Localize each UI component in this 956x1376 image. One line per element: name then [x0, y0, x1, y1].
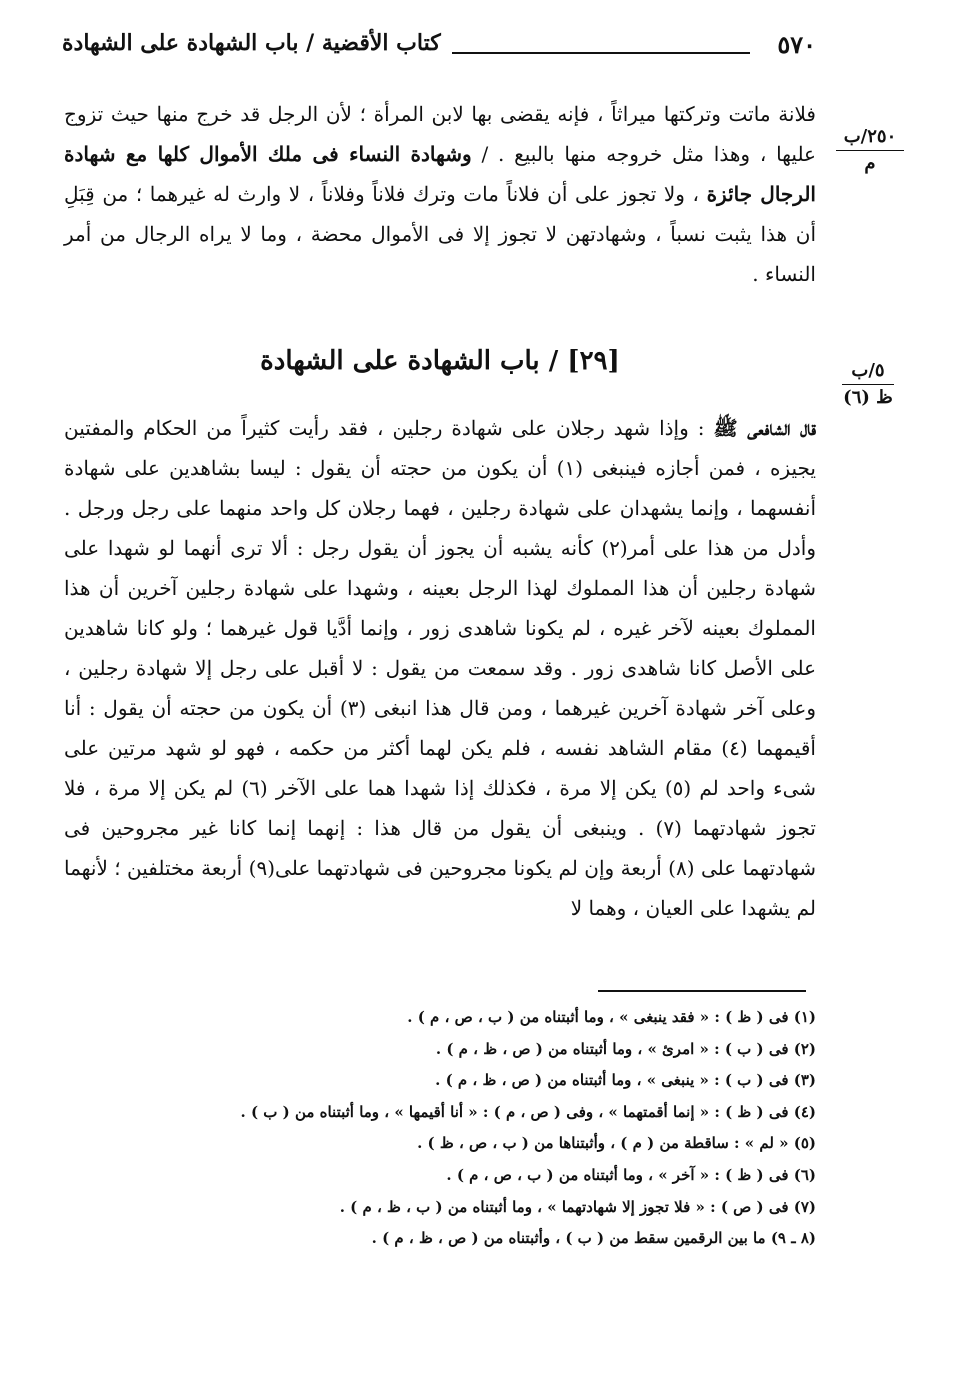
margin-note-1-top: ٢٥٠/ب [843, 126, 897, 147]
footnote: (٥) « لم » : ساقطة من ( م ) ، وأثبتناها من ( ب ، ص ، ظ ) . [417, 1134, 816, 1153]
running-header-title: كتاب الأقضية / باب الشهادة على الشهادة [62, 30, 441, 56]
speaker-attribution: قال الشافعى ﷺ [713, 416, 816, 440]
opening-paragraph [64, 94, 816, 294]
paragraph-text: فلانة ماتت وتركتها ميراثاً ، فإنه يقضى بها لابن المرأة ؛ لأن الرجل قد خرج منها حيث تزوج عليها ، وهذا مثل خروجه منها بالبيع . / [64, 102, 816, 166]
margin-note-2-top: ٥/ب [851, 360, 885, 381]
page-number: ٥٧٠ [777, 30, 816, 59]
main-paragraph-text: : وإذا شهد رجلان على شهادة رجلين ، فقد رأيت كثيراً من الحكام والمفتين يجيزه ، فمن أجازه فينبغى (١) أن يكون من حجته أن يقول : ليسا بشاهدين على شهادة أنفسهما ، وإنما يشهدان على شهادة رجلين ، فهما رجلان كل واحد منهما على رجل ورجل . وأدل من هذا على أمر(٢) كأنه يشبه أن يجوز أن يقول رجل : ألا ترى أنهما لو شهدا على شهادة رجلين أن هذا المملوك لهذا الرجل بعينه ، وشهدا على شهادة رجلين آخرين أن هذا المملوك بعينه لآخر غيره ، لم يكونا شاهدى زور ، وإنما أدَّيا قول غيرهما ؛ ولو كانا شاهدين على الأصل كانا شاهدى زور . وقد سمعت من يقول : لا أقبل على رجل إلا شهادة رجلين ، وعلى آخر شهادة آخرين غيرهما ، ومن قال هذا انبغى (٣) أن يكون من حجته أن يقول : أنا أقيمهما (٤) مقام الشاهد نفسه ، فلم يكن لهما أكثر من حكمه ، فهو لو شهد مرتين على شىء واحد لم (٥) يكن إلا مرة ، فكذلك إذا شهدا هما على الآخر (٦) لم يكن إلا مرة ، فلا تجوز شهادتهما (٧) . وينبغى أن يقول من قال هذا : إنهما إنما كانا غير مجروحين فى شهادتهما على (٨) أربعة وإن لم يكونا مجروحين فى شهادتهما على(٩) أربعة مختلفين ؛ لأنهما لم يشهدا على العيان ، وهما لا [64, 416, 817, 920]
footnote-separator [598, 990, 806, 992]
header-rule [452, 52, 750, 54]
bold-ruling-text: وشهادة النساء فى ملك الأموال كلها مع شهادة الرجال جائزة [64, 142, 816, 206]
margin-note-2-bottom: ظ (٦) [843, 387, 893, 408]
margin-note-1-rule [836, 150, 904, 151]
footnote: (٧) فى ( ص ) : « فلا تجوز إلا شهادتهما » ، وما أثبتناه من ( ب ، ظ ، م ) . [339, 1197, 816, 1216]
margin-folio-note-2 [836, 360, 900, 409]
margin-note-1-bottom: م [864, 153, 876, 174]
paragraph-text-continued: ، ولا تجوز على أن فلاناً مات وترك فلاناً وفلاناً ، لا وارث له غيرهما ؛ من قِبَلِ أن هذا يثبت نسباً ، وشهادتهن لا تجوز إلا فى الأموال محضة ، وما لا يراه الرجال من أمر النساء . [64, 182, 816, 286]
section-heading: [٢٩] / باب الشهادة على الشهادة [260, 346, 620, 376]
footnotes [100, 1002, 816, 1255]
footnote: (٤) فى ( ظ ) : « إنما أقمتهما » ، وفى ( ص ، م ) : « أنا أقيمها » ، وما أثبتناه من ( ب ) . [240, 1102, 816, 1121]
margin-note-2-rule [842, 384, 894, 385]
margin-folio-note-1 [830, 126, 910, 175]
main-paragraph [64, 408, 816, 928]
footnote: (٢) فى ( ب ) : « امرئ » ، وما أثبتناه من ( ص ، ظ ، م ) . [435, 1039, 816, 1058]
footnote: (٣) فى ( ب ) : « ينبغى » ، وما أثبتناه من ( ص ، ظ ، م ) . [435, 1071, 816, 1090]
footnote: (٦) فى ( ظ ) : « آخر » ، وما أثبتناه من ( ب ، ص ، م ) . [446, 1165, 816, 1184]
footnote: (١) فى ( ظ ) : « فقد ينبغى » ، وما أثبتناه من ( ب ، ص ، م ) . [407, 1008, 816, 1026]
footnote: (٨ ـ ٩) ما بين الرقمين سقط من ( ب ) ، وأثبتناه من ( ص ، ظ ، م ) . [371, 1229, 816, 1248]
